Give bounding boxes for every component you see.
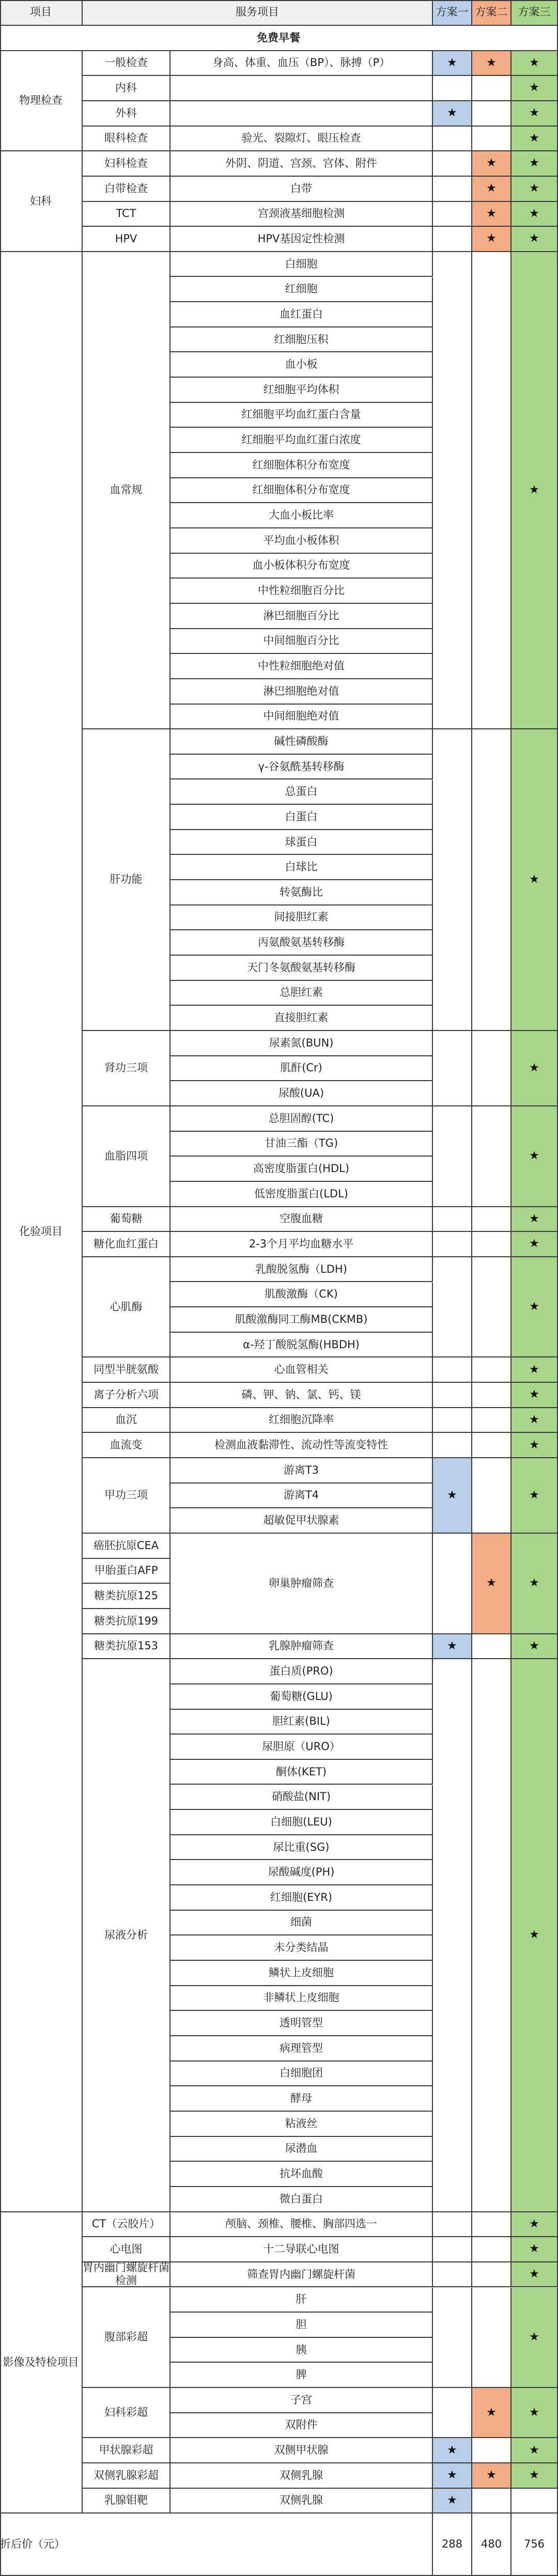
lab-section-plan3-mark: ★ [512,252,558,729]
tumor-screening-service: 卵巢肿瘤筛查 [171,1534,433,1634]
urine-item: 鳞状上皮细胞 [171,1961,433,1986]
urine-item: 白细胞(LEU) [171,1810,433,1835]
lab-item: 红细胞体积分布宽度 [171,478,433,504]
imaging-plan1-mark [433,2388,472,2438]
lab-item: 丙氨酸氨基转移酶 [171,930,433,956]
imaging-section-name: 胃内幽门螺旋杆菌检测 [83,2262,169,2287]
lab-section-plan1-mark: ★ [433,1458,472,1534]
urine-item: 红细胞(EYR) [171,1885,433,1911]
row-plan3-mark: ★ [512,76,558,101]
row-plan2-mark: ★ [472,227,512,252]
row-plan1-mark [433,177,472,202]
row-sub-item: 妇科检查 [83,151,171,177]
imaging-item: 十二导联心电图 [171,2237,433,2262]
urine-item: 蛋白质(PRO) [171,1659,433,1684]
lab-section-plan1-mark [433,729,472,1031]
lab-item: 中性粒细胞百分比 [171,579,433,604]
header-plan2: 方案二 [472,0,512,26]
lab-section-plan1-mark [433,1106,472,1207]
imaging-item: 颅脑、颈椎、腰椎、胸部四选一 [171,2212,433,2238]
lab-item: 游离T3 [171,1458,433,1484]
free-breakfast-row: 免费早餐 [0,26,558,51]
row-plan2-mark [472,101,512,127]
lab-item: 红细胞平均血红蛋白含量 [171,403,433,428]
row-service-item: HPV基因定性检测 [171,227,433,252]
row-service-item: 验光、裂隙灯、眼压检查 [171,127,433,152]
lab-item: 尿酸(UA) [171,1081,433,1106]
row-plan3-mark: ★ [512,227,558,252]
lab-item: 空腹血糖 [171,1207,433,1232]
lab-item: 天门冬氨酸氨基转移酶 [171,956,433,981]
lab-item: 总蛋白 [171,780,433,805]
lab-section-plan1-mark [433,252,472,729]
lab-section-plan3-mark: ★ [512,1433,558,1458]
lab-section-plan1-mark [433,1207,472,1232]
imaging-plan1-mark [433,2288,472,2388]
imaging-plan3-mark: ★ [512,2212,558,2238]
footer-price-plan3: 756 [512,2513,558,2576]
lab-item: 游离T4 [171,1484,433,1509]
footer-price-plan2: 480 [472,2513,512,2576]
ca153-plan1-mark: ★ [433,1634,472,1660]
lab-section-plan3-mark: ★ [512,1207,558,1232]
lab-section-plan2-mark [472,1232,512,1257]
urine-item: 尿潜血 [171,2137,433,2162]
imaging-plan3-mark: ★ [512,2288,558,2388]
lab-section-plan2-mark [472,1257,512,1358]
lab-item: 白细胞 [171,252,433,277]
lab-section-plan3-mark: ★ [512,729,558,1031]
row-plan2-mark: ★ [472,202,512,227]
imaging-item: 双侧乳腺 [171,2463,433,2489]
lab-item: 尿素氮(BUN) [171,1031,433,1056]
imaging-section-name: 乳腺钼靶 [83,2489,171,2514]
lab-section-name: 同型半胱氨酸 [83,1357,171,1383]
lab-item: 低密度脂蛋白(LDL) [171,1182,433,1207]
header-service: 服务项目 [83,0,433,26]
lab-item: 球蛋白 [171,830,433,855]
lab-item: 磷、钾、钠、氯、钙、镁 [171,1383,433,1408]
imaging-item: 双侧甲状腺 [171,2438,433,2463]
row-sub-item: 眼科检查 [83,127,171,152]
lab-item: 总胆红素 [171,981,433,1006]
urine-item: 葡萄糖(GLU) [171,1684,433,1710]
imaging-plan2-mark [472,2438,512,2463]
row-sub-item: 外科 [83,101,171,127]
lab-item: 甘油三酯（TG) [171,1132,433,1157]
row-plan3-mark: ★ [512,51,558,76]
row-plan1-mark: ★ [433,101,472,127]
imaging-section-name: 甲状腺彩超 [83,2438,171,2463]
row-plan3-mark: ★ [512,101,558,127]
urine-item: 尿胆原（URO） [171,1735,433,1760]
urine-item: 透明管型 [171,2011,433,2036]
lab-item: 中间细胞绝对值 [171,705,433,730]
row-plan2-mark: ★ [472,177,512,202]
ca153-plan3-mark: ★ [512,1634,558,1660]
lab-section-plan2-mark [472,729,512,1031]
urine-item: 胆红素(BIL) [171,1710,433,1735]
row-plan3-mark: ★ [512,151,558,177]
imaging-plan3-mark: ★ [512,2237,558,2262]
lab-section-name: 肾功三项 [83,1031,171,1106]
row-plan2-mark [472,76,512,101]
lab-item: 乳酸脱氢酶（LDH) [171,1257,433,1283]
lab-item: 直接胆红素 [171,1006,433,1031]
row-sub-item: HPV [83,227,171,252]
lab-item: 红细胞平均血红蛋白浓度 [171,428,433,453]
lab-section-name: 血常规 [83,252,171,729]
urine-item: 未分类结晶 [171,1935,433,1961]
lab-item: 转氨酶比 [171,880,433,905]
group-physical: 物理检查 [0,51,83,152]
urine-item: 白细胞团 [171,2062,433,2087]
imaging-plan1-mark [433,2212,472,2238]
lab-section-plan2-mark [472,1408,512,1433]
header-project: 项目 [0,0,83,26]
lab-section-plan3-mark: ★ [512,1383,558,1408]
lab-item: 心血管相关 [171,1357,433,1383]
lab-item: 淋巴细胞绝对值 [171,679,433,705]
lab-item: 检测血液黏滞性、流动性等流变特性 [171,1433,433,1458]
urine-item: 抗坏血酸 [171,2162,433,2187]
imaging-plan3-mark: ★ [512,2388,558,2438]
row-service-item: 身高、体重、血压（BP）、脉搏（P） [171,51,433,76]
tumor-marker-name: 癌胚抗原CEA [83,1534,171,1559]
imaging-item: 肝 [171,2288,433,2313]
lab-section-name: 血脂四项 [83,1106,171,1207]
row-sub-item: TCT [83,202,171,227]
lab-section-plan2-mark [472,1031,512,1106]
urine-item: 尿酸碱度(PH) [171,1860,433,1885]
urine-item: 粘液丝 [171,2112,433,2137]
imaging-section-name: 双侧乳腺彩超 [83,2463,171,2489]
imaging-item: 双侧乳腺 [171,2489,433,2514]
group-gyn: 妇科 [0,151,83,252]
imaging-plan2-mark [472,2288,512,2388]
ca153-name: 糖类抗原153 [83,1634,171,1660]
lab-section-plan2-mark [472,1383,512,1408]
row-plan1-mark [433,76,472,101]
lab-section-plan1-mark [433,1257,472,1358]
lab-item: 白蛋白 [171,805,433,830]
lab-section-plan3-mark: ★ [512,1458,558,1534]
urine-plan1-mark [433,1659,472,2212]
urine-item: 细菌 [171,1911,433,1936]
row-service-item: 白带 [171,177,433,202]
lab-section-plan1-mark [433,1408,472,1433]
lab-item: 中间细胞百分比 [171,629,433,654]
lab-section-plan2-mark [472,1433,512,1458]
lab-section-plan3-mark: ★ [512,1357,558,1383]
lab-item: 白球比 [171,855,433,880]
ca153-service: 乳腺肿瘤筛查 [171,1634,433,1660]
imaging-section-name: 妇科彩超 [83,2388,171,2438]
lab-section-plan2-mark [472,1207,512,1232]
lab-section-plan3-mark: ★ [512,1106,558,1207]
urine-plan2-mark [472,1659,512,2212]
lab-item: 超敏促甲状腺素 [171,1508,433,1534]
imaging-item: 双附件 [171,2413,433,2439]
urine-section-name: 尿液分析 [83,1659,171,2212]
lab-section-plan1-mark [433,1357,472,1383]
imaging-plan3-mark: ★ [512,2262,558,2288]
urine-item: 酵母 [171,2086,433,2112]
row-service-item: 外阴、阴道、宫颈、宫体、附件 [171,151,433,177]
footer-price-label: 折后价（元） [0,2513,433,2576]
header-plan1: 方案一 [433,0,472,26]
row-plan3-mark: ★ [512,177,558,202]
urine-plan3-mark: ★ [512,1659,558,2212]
ca153-plan2-mark [472,1634,512,1660]
imaging-item: 筛查胃内幽门螺旋杆菌 [171,2262,433,2288]
lab-item: 红细胞压积 [171,327,433,353]
tumor-marker-name: 糖类抗原199 [83,1609,171,1634]
imaging-plan1-mark: ★ [433,2489,472,2514]
tumor-marker-name: 糖类抗原125 [83,1584,171,1609]
row-service-item: 宫颈液基细胞检测 [171,202,433,227]
imaging-plan3-mark [512,2489,558,2514]
lab-section-plan1-mark [433,1232,472,1257]
imaging-plan1-mark [433,2262,472,2288]
imaging-section-name: 腹部彩超 [83,2288,171,2388]
lab-item: 肌酸激酶同工酶MB(CKMB) [171,1307,433,1333]
urine-item: 微白蛋白 [171,2187,433,2212]
row-sub-item: 一般检查 [83,51,171,76]
lab-section-plan2-mark [472,252,512,729]
lab-item: 红细胞体积分布宽度 [171,453,433,478]
urine-item: 酮体(KET) [171,1760,433,1785]
lab-item: 血小板体积分布宽度 [171,554,433,579]
lab-item: 红细胞 [171,277,433,303]
lab-item: α-羟丁酸脱氢酶(HBDH) [171,1333,433,1358]
lab-section-plan1-mark [433,1433,472,1458]
row-plan2-mark: ★ [472,151,512,177]
tumor-plan3-mark: ★ [512,1534,558,1634]
lab-item: 肌酸激酶（CK) [171,1283,433,1308]
urine-item: 非鳞状上皮细胞 [171,1986,433,2011]
urine-item: 尿比重(SG) [171,1835,433,1861]
lab-item: 间接胆红素 [171,905,433,931]
lab-section-name: 离子分析六项 [83,1383,171,1408]
imaging-plan1-mark: ★ [433,2438,472,2463]
imaging-section-name: CT（云胶片） [83,2212,171,2238]
lab-item: 中性粒细胞绝对值 [171,654,433,679]
imaging-plan1-mark: ★ [433,2463,472,2489]
row-plan1-mark [433,151,472,177]
group-imaging: 影像及特检项目 [0,2212,83,2514]
lab-section-plan2-mark [472,1357,512,1383]
tumor-plan1-mark [433,1534,472,1634]
lab-section-name: 血沉 [83,1408,171,1433]
lab-section-name: 血流变 [83,1433,171,1458]
row-service-item [171,76,433,101]
lab-item: 平均血小板体积 [171,528,433,554]
tumor-plan2-mark: ★ [472,1534,512,1634]
lab-section-plan3-mark: ★ [512,1408,558,1433]
lab-section-name: 葡萄糖 [83,1207,171,1232]
lab-item: 淋巴细胞百分比 [171,604,433,629]
lab-item: 碱性磷酸酶 [171,729,433,755]
row-plan1-mark: ★ [433,51,472,76]
lab-item: 血小板 [171,352,433,378]
row-plan3-mark: ★ [512,202,558,227]
lab-section-name: 肝功能 [83,729,171,1031]
lab-item: 红细胞沉降率 [171,1408,433,1433]
lab-item: 血红蛋白 [171,302,433,327]
imaging-plan2-mark [472,2489,512,2514]
header-plan3: 方案三 [512,0,558,26]
lab-section-name: 心肌酶 [83,1257,171,1358]
imaging-section-name: 心电图 [83,2237,171,2262]
imaging-plan2-mark: ★ [472,2463,512,2489]
group-lab: 化验项目 [0,252,83,2212]
lab-section-name: 甲功三项 [83,1458,171,1534]
lab-item: 总胆固醇(TC) [171,1106,433,1132]
urine-item: 病理管型 [171,2036,433,2062]
row-plan2-mark [472,127,512,152]
imaging-plan2-mark [472,2237,512,2262]
urine-item: 硝酸盐(NIT) [171,1785,433,1810]
imaging-item: 胰 [171,2338,433,2363]
row-plan1-mark [433,202,472,227]
lab-section-plan3-mark: ★ [512,1031,558,1106]
imaging-plan2-mark: ★ [472,2388,512,2438]
imaging-item: 胆 [171,2313,433,2338]
imaging-plan1-mark [433,2237,472,2262]
lab-item: 2-3个月平均血糖水平 [171,1232,433,1257]
row-plan1-mark [433,127,472,152]
lab-section-plan2-mark [472,1458,512,1534]
lab-section-plan1-mark [433,1383,472,1408]
tumor-marker-name: 甲胎蛋白AFP [83,1559,171,1584]
footer-price-plan1: 288 [433,2513,472,2576]
imaging-item: 子宫 [171,2388,433,2413]
row-sub-item: 白带检查 [83,177,171,202]
lab-item: 肌酐(Cr) [171,1056,433,1082]
lab-section-name: 糖化血红蛋白 [83,1232,171,1257]
imaging-item: 脾 [171,2363,433,2388]
lab-item: 红细胞平均体积 [171,378,433,403]
row-service-item [171,101,433,127]
lab-section-plan2-mark [472,1106,512,1207]
imaging-plan2-mark [472,2262,512,2288]
row-plan3-mark: ★ [512,127,558,152]
lab-item: 大血小板比率 [171,503,433,528]
lab-section-plan1-mark [433,1031,472,1106]
row-plan1-mark [433,227,472,252]
lab-section-plan3-mark: ★ [512,1232,558,1257]
imaging-plan3-mark: ★ [512,2438,558,2463]
lab-item: γ-谷氨酰基转移酶 [171,755,433,780]
row-sub-item: 内科 [83,76,171,101]
lab-item: 高密度脂蛋白(HDL) [171,1157,433,1182]
lab-section-plan3-mark: ★ [512,1257,558,1358]
imaging-plan3-mark: ★ [512,2463,558,2489]
imaging-plan2-mark [472,2212,512,2238]
row-plan2-mark: ★ [472,51,512,76]
